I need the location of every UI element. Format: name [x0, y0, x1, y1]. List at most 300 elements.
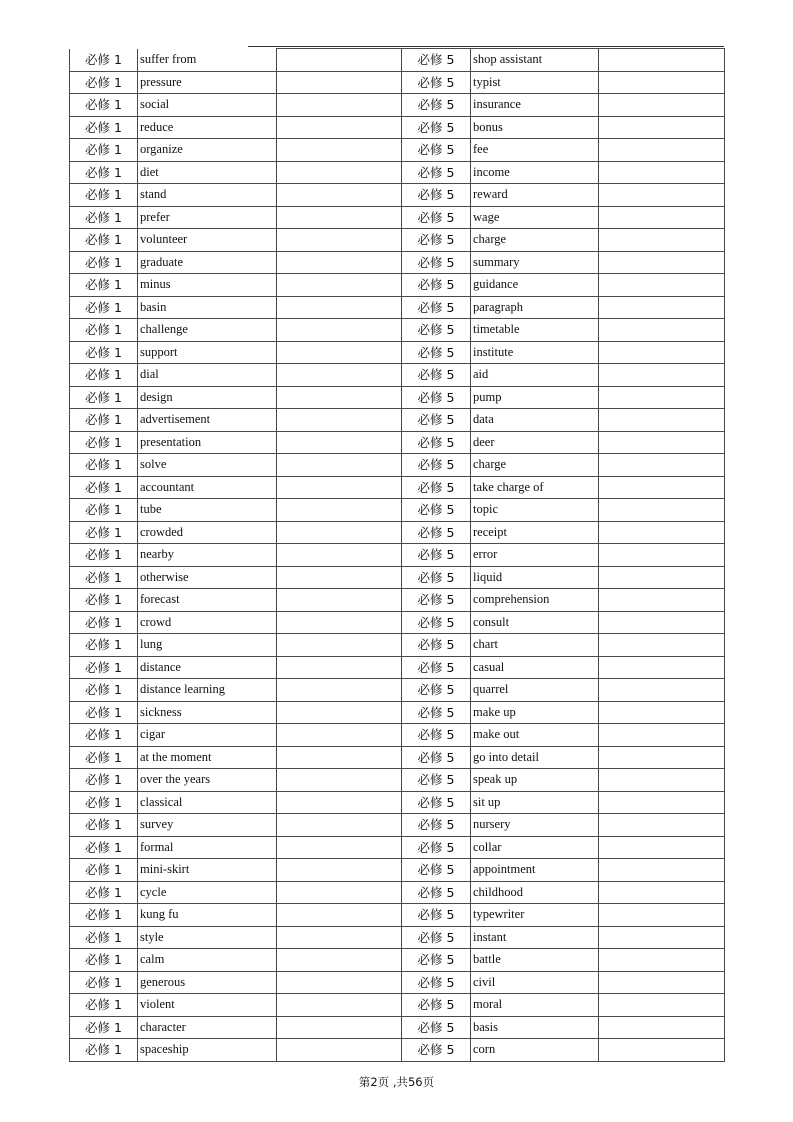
- table-row: [70, 926, 725, 949]
- table-row: [70, 386, 725, 409]
- book-label-left: 必修 1: [70, 724, 138, 747]
- word-left: lung: [138, 634, 277, 657]
- book-label-left: 必修 1: [70, 116, 138, 139]
- book-label-right: 必修 5: [402, 1039, 471, 1062]
- table-row: [70, 49, 725, 72]
- word-right: aid: [471, 364, 599, 387]
- meaning-cell-right: [599, 724, 725, 747]
- vocabulary-table-wrapper: [69, 48, 724, 1062]
- book-label-right: 必修 5: [402, 881, 471, 904]
- table-row: [70, 836, 725, 859]
- meaning-cell-right: [599, 161, 725, 184]
- meaning-cell-left: [277, 589, 402, 612]
- meaning-cell-right: [599, 206, 725, 229]
- table-row: [70, 409, 725, 432]
- book-label-right: 必修 5: [402, 364, 471, 387]
- meaning-cell-right: [599, 589, 725, 612]
- meaning-cell-right: [599, 364, 725, 387]
- book-label-right: 必修 5: [402, 994, 471, 1017]
- book-label-left: 必修 1: [70, 341, 138, 364]
- word-left: volunteer: [138, 229, 277, 252]
- word-right: paragraph: [471, 296, 599, 319]
- meaning-cell-right: [599, 341, 725, 364]
- word-right: go into detail: [471, 746, 599, 769]
- meaning-cell-left: [277, 521, 402, 544]
- meaning-cell-right: [599, 386, 725, 409]
- table-row: [70, 1016, 725, 1039]
- book-label-left: 必修 1: [70, 386, 138, 409]
- meaning-cell-left: [277, 1016, 402, 1039]
- meaning-cell-right: [599, 409, 725, 432]
- word-right: guidance: [471, 274, 599, 297]
- book-label-right: 必修 5: [402, 566, 471, 589]
- word-right: casual: [471, 656, 599, 679]
- book-label-left: 必修 1: [70, 656, 138, 679]
- meaning-cell-left: [277, 116, 402, 139]
- table-row: [70, 724, 725, 747]
- table-row: [70, 1039, 725, 1062]
- meaning-cell-right: [599, 139, 725, 162]
- meaning-cell-left: [277, 701, 402, 724]
- book-label-left: 必修 1: [70, 971, 138, 994]
- word-left: advertisement: [138, 409, 277, 432]
- book-label-left: 必修 1: [70, 611, 138, 634]
- meaning-cell-right: [599, 499, 725, 522]
- table-row: [70, 589, 725, 612]
- table-row: [70, 206, 725, 229]
- meaning-cell-right: [599, 566, 725, 589]
- table-row: [70, 499, 725, 522]
- word-right: quarrel: [471, 679, 599, 702]
- meaning-cell-left: [277, 274, 402, 297]
- word-right: charge: [471, 454, 599, 477]
- book-label-right: 必修 5: [402, 544, 471, 567]
- book-label-left: 必修 1: [70, 746, 138, 769]
- word-right: appointment: [471, 859, 599, 882]
- word-right: make out: [471, 724, 599, 747]
- word-left: presentation: [138, 431, 277, 454]
- table-row: [70, 116, 725, 139]
- book-label-right: 必修 5: [402, 296, 471, 319]
- word-right: shop assistant: [471, 49, 599, 72]
- word-left: crowded: [138, 521, 277, 544]
- book-label-right: 必修 5: [402, 701, 471, 724]
- book-label-left: 必修 1: [70, 791, 138, 814]
- word-left: social: [138, 94, 277, 117]
- book-label-left: 必修 1: [70, 1016, 138, 1039]
- table-row: [70, 274, 725, 297]
- table-row: [70, 904, 725, 927]
- book-label-left: 必修 1: [70, 814, 138, 837]
- word-left: generous: [138, 971, 277, 994]
- meaning-cell-left: [277, 859, 402, 882]
- meaning-cell-right: [599, 994, 725, 1017]
- book-label-right: 必修 5: [402, 499, 471, 522]
- meaning-cell-left: [277, 769, 402, 792]
- table-row: [70, 341, 725, 364]
- meaning-cell-left: [277, 904, 402, 927]
- word-right: insurance: [471, 94, 599, 117]
- word-left: tube: [138, 499, 277, 522]
- meaning-cell-right: [599, 1016, 725, 1039]
- word-left: sickness: [138, 701, 277, 724]
- table-row: [70, 454, 725, 477]
- book-label-left: 必修 1: [70, 566, 138, 589]
- word-right: collar: [471, 836, 599, 859]
- table-row: [70, 229, 725, 252]
- book-label-right: 必修 5: [402, 161, 471, 184]
- meaning-cell-right: [599, 116, 725, 139]
- meaning-cell-left: [277, 296, 402, 319]
- book-label-left: 必修 1: [70, 994, 138, 1017]
- word-left: cigar: [138, 724, 277, 747]
- table-row: [70, 566, 725, 589]
- word-right: childhood: [471, 881, 599, 904]
- book-label-left: 必修 1: [70, 769, 138, 792]
- word-left: graduate: [138, 251, 277, 274]
- meaning-cell-left: [277, 454, 402, 477]
- meaning-cell-right: [599, 971, 725, 994]
- book-label-left: 必修 1: [70, 431, 138, 454]
- table-row: [70, 251, 725, 274]
- word-right: nursery: [471, 814, 599, 837]
- book-label-right: 必修 5: [402, 49, 471, 72]
- word-left: challenge: [138, 319, 277, 342]
- book-label-left: 必修 1: [70, 161, 138, 184]
- meaning-cell-left: [277, 206, 402, 229]
- vocabulary-table-body: [70, 49, 725, 1062]
- book-label-right: 必修 5: [402, 454, 471, 477]
- word-left: style: [138, 926, 277, 949]
- meaning-cell-left: [277, 926, 402, 949]
- table-row: [70, 746, 725, 769]
- word-left: spaceship: [138, 1039, 277, 1062]
- word-left: character: [138, 1016, 277, 1039]
- book-label-left: 必修 1: [70, 859, 138, 882]
- book-label-right: 必修 5: [402, 94, 471, 117]
- meaning-cell-left: [277, 971, 402, 994]
- book-label-right: 必修 5: [402, 769, 471, 792]
- book-label-left: 必修 1: [70, 454, 138, 477]
- meaning-cell-right: [599, 251, 725, 274]
- book-label-left: 必修 1: [70, 926, 138, 949]
- meaning-cell-right: [599, 521, 725, 544]
- meaning-cell-right: [599, 274, 725, 297]
- table-row: [70, 859, 725, 882]
- word-left: prefer: [138, 206, 277, 229]
- meaning-cell-left: [277, 814, 402, 837]
- word-left: violent: [138, 994, 277, 1017]
- page-footer: 第2页 ,共56页: [358, 1075, 435, 1089]
- word-right: wage: [471, 206, 599, 229]
- word-left: distance learning: [138, 679, 277, 702]
- word-right: typewriter: [471, 904, 599, 927]
- table-row: [70, 319, 725, 342]
- book-label-right: 必修 5: [402, 521, 471, 544]
- meaning-cell-left: [277, 544, 402, 567]
- book-label-left: 必修 1: [70, 319, 138, 342]
- meaning-cell-right: [599, 836, 725, 859]
- word-right: deer: [471, 431, 599, 454]
- word-left: support: [138, 341, 277, 364]
- book-label-right: 必修 5: [402, 679, 471, 702]
- table-row: [70, 139, 725, 162]
- book-label-right: 必修 5: [402, 139, 471, 162]
- book-label-left: 必修 1: [70, 206, 138, 229]
- book-label-right: 必修 5: [402, 206, 471, 229]
- book-label-left: 必修 1: [70, 904, 138, 927]
- word-left: survey: [138, 814, 277, 837]
- meaning-cell-right: [599, 94, 725, 117]
- meaning-cell-right: [599, 769, 725, 792]
- meaning-cell-left: [277, 139, 402, 162]
- word-left: dial: [138, 364, 277, 387]
- word-left: distance: [138, 656, 277, 679]
- meaning-cell-right: [599, 746, 725, 769]
- meaning-cell-left: [277, 341, 402, 364]
- meaning-cell-right: [599, 859, 725, 882]
- book-label-right: 必修 5: [402, 836, 471, 859]
- table-row: [70, 476, 725, 499]
- word-left: design: [138, 386, 277, 409]
- word-left: basin: [138, 296, 277, 319]
- book-label-left: 必修 1: [70, 71, 138, 94]
- book-label-right: 必修 5: [402, 926, 471, 949]
- word-right: data: [471, 409, 599, 432]
- table-row: [70, 544, 725, 567]
- word-right: moral: [471, 994, 599, 1017]
- book-label-right: 必修 5: [402, 116, 471, 139]
- book-label-left: 必修 1: [70, 521, 138, 544]
- meaning-cell-left: [277, 724, 402, 747]
- book-label-right: 必修 5: [402, 229, 471, 252]
- table-row: [70, 881, 725, 904]
- book-label-left: 必修 1: [70, 49, 138, 72]
- book-label-right: 必修 5: [402, 386, 471, 409]
- book-label-left: 必修 1: [70, 251, 138, 274]
- word-left: reduce: [138, 116, 277, 139]
- table-row: [70, 949, 725, 972]
- meaning-cell-right: [599, 184, 725, 207]
- meaning-cell-right: [599, 881, 725, 904]
- meaning-cell-right: [599, 319, 725, 342]
- table-row: [70, 71, 725, 94]
- meaning-cell-right: [599, 814, 725, 837]
- word-right: topic: [471, 499, 599, 522]
- word-right: consult: [471, 611, 599, 634]
- table-row: [70, 634, 725, 657]
- table-row: [70, 611, 725, 634]
- book-label-right: 必修 5: [402, 409, 471, 432]
- book-label-right: 必修 5: [402, 341, 471, 364]
- book-label-right: 必修 5: [402, 319, 471, 342]
- book-label-right: 必修 5: [402, 904, 471, 927]
- table-row: [70, 521, 725, 544]
- meaning-cell-left: [277, 881, 402, 904]
- table-row: [70, 679, 725, 702]
- table-row: [70, 994, 725, 1017]
- word-right: instant: [471, 926, 599, 949]
- book-label-left: 必修 1: [70, 476, 138, 499]
- word-left: formal: [138, 836, 277, 859]
- table-row: [70, 161, 725, 184]
- book-label-right: 必修 5: [402, 71, 471, 94]
- book-label-left: 必修 1: [70, 499, 138, 522]
- book-label-right: 必修 5: [402, 949, 471, 972]
- book-label-right: 必修 5: [402, 589, 471, 612]
- book-label-left: 必修 1: [70, 544, 138, 567]
- meaning-cell-right: [599, 229, 725, 252]
- meaning-cell-left: [277, 611, 402, 634]
- book-label-right: 必修 5: [402, 184, 471, 207]
- meaning-cell-left: [277, 791, 402, 814]
- word-right: pump: [471, 386, 599, 409]
- book-label-right: 必修 5: [402, 1016, 471, 1039]
- table-row: [70, 364, 725, 387]
- word-left: otherwise: [138, 566, 277, 589]
- word-right: take charge of: [471, 476, 599, 499]
- meaning-cell-left: [277, 431, 402, 454]
- word-right: civil: [471, 971, 599, 994]
- word-left: accountant: [138, 476, 277, 499]
- table-row: [70, 296, 725, 319]
- word-left: kung fu: [138, 904, 277, 927]
- word-right: income: [471, 161, 599, 184]
- word-right: speak up: [471, 769, 599, 792]
- book-label-left: 必修 1: [70, 634, 138, 657]
- word-left: diet: [138, 161, 277, 184]
- word-left: over the years: [138, 769, 277, 792]
- word-left: stand: [138, 184, 277, 207]
- word-left: mini-skirt: [138, 859, 277, 882]
- meaning-cell-left: [277, 229, 402, 252]
- word-right: institute: [471, 341, 599, 364]
- meaning-cell-left: [277, 1039, 402, 1062]
- meaning-cell-right: [599, 1039, 725, 1062]
- word-right: sit up: [471, 791, 599, 814]
- word-left: crowd: [138, 611, 277, 634]
- word-left: organize: [138, 139, 277, 162]
- book-label-left: 必修 1: [70, 94, 138, 117]
- meaning-cell-left: [277, 409, 402, 432]
- book-label-left: 必修 1: [70, 139, 138, 162]
- book-label-left: 必修 1: [70, 949, 138, 972]
- word-right: timetable: [471, 319, 599, 342]
- meaning-cell-left: [277, 184, 402, 207]
- word-right: summary: [471, 251, 599, 274]
- book-label-left: 必修 1: [70, 364, 138, 387]
- book-label-right: 必修 5: [402, 746, 471, 769]
- meaning-cell-left: [277, 476, 402, 499]
- meaning-cell-right: [599, 701, 725, 724]
- book-label-left: 必修 1: [70, 229, 138, 252]
- meaning-cell-left: [277, 994, 402, 1017]
- book-label-right: 必修 5: [402, 274, 471, 297]
- book-label-left: 必修 1: [70, 589, 138, 612]
- word-right: corn: [471, 1039, 599, 1062]
- meaning-cell-left: [277, 49, 402, 72]
- book-label-left: 必修 1: [70, 409, 138, 432]
- word-left: at the moment: [138, 746, 277, 769]
- table-row: [70, 971, 725, 994]
- book-label-left: 必修 1: [70, 701, 138, 724]
- meaning-cell-left: [277, 499, 402, 522]
- book-label-right: 必修 5: [402, 724, 471, 747]
- book-label-right: 必修 5: [402, 814, 471, 837]
- meaning-cell-right: [599, 926, 725, 949]
- book-label-right: 必修 5: [402, 611, 471, 634]
- meaning-cell-right: [599, 904, 725, 927]
- meaning-cell-left: [277, 679, 402, 702]
- book-label-left: 必修 1: [70, 296, 138, 319]
- word-left: calm: [138, 949, 277, 972]
- meaning-cell-left: [277, 161, 402, 184]
- word-right: charge: [471, 229, 599, 252]
- word-right: reward: [471, 184, 599, 207]
- meaning-cell-left: [277, 386, 402, 409]
- meaning-cell-left: [277, 566, 402, 589]
- word-left: pressure: [138, 71, 277, 94]
- meaning-cell-left: [277, 656, 402, 679]
- word-left: suffer from: [138, 49, 277, 72]
- meaning-cell-right: [599, 949, 725, 972]
- table-row: [70, 94, 725, 117]
- word-right: typist: [471, 71, 599, 94]
- top-rule: [248, 46, 724, 47]
- meaning-cell-left: [277, 634, 402, 657]
- meaning-cell-right: [599, 656, 725, 679]
- word-right: receipt: [471, 521, 599, 544]
- book-label-left: 必修 1: [70, 836, 138, 859]
- meaning-cell-left: [277, 71, 402, 94]
- book-label-right: 必修 5: [402, 656, 471, 679]
- book-label-right: 必修 5: [402, 859, 471, 882]
- word-right: chart: [471, 634, 599, 657]
- vocabulary-table: [69, 48, 725, 1062]
- meaning-cell-left: [277, 251, 402, 274]
- table-row: [70, 656, 725, 679]
- meaning-cell-right: [599, 791, 725, 814]
- table-row: [70, 769, 725, 792]
- meaning-cell-left: [277, 94, 402, 117]
- book-label-right: 必修 5: [402, 971, 471, 994]
- word-left: classical: [138, 791, 277, 814]
- meaning-cell-right: [599, 71, 725, 94]
- word-left: minus: [138, 274, 277, 297]
- table-row: [70, 701, 725, 724]
- word-left: nearby: [138, 544, 277, 567]
- word-right: comprehension: [471, 589, 599, 612]
- word-right: bonus: [471, 116, 599, 139]
- meaning-cell-left: [277, 319, 402, 342]
- table-row: [70, 814, 725, 837]
- word-right: liquid: [471, 566, 599, 589]
- word-left: solve: [138, 454, 277, 477]
- book-label-right: 必修 5: [402, 476, 471, 499]
- meaning-cell-right: [599, 49, 725, 72]
- word-right: basis: [471, 1016, 599, 1039]
- word-right: make up: [471, 701, 599, 724]
- meaning-cell-right: [599, 634, 725, 657]
- meaning-cell-right: [599, 679, 725, 702]
- meaning-cell-right: [599, 476, 725, 499]
- book-label-left: 必修 1: [70, 881, 138, 904]
- book-label-left: 必修 1: [70, 679, 138, 702]
- word-right: battle: [471, 949, 599, 972]
- meaning-cell-left: [277, 836, 402, 859]
- word-right: error: [471, 544, 599, 567]
- meaning-cell-left: [277, 949, 402, 972]
